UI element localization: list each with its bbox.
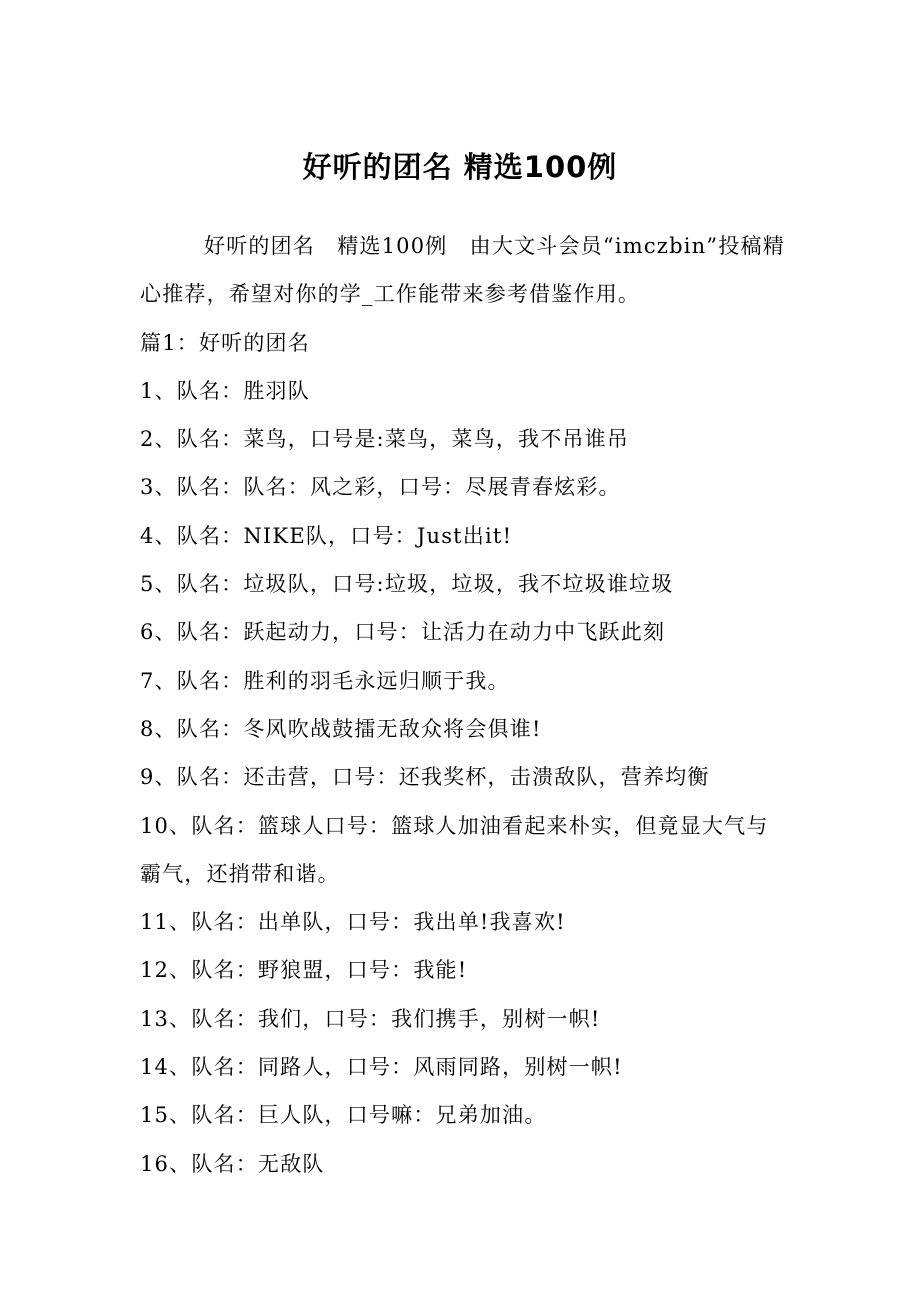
- list-item: 1、队名：胜羽队: [140, 378, 310, 403]
- list-item: 3、队名：队名：风之彩，口号：尽展青春炫彩。: [140, 475, 621, 500]
- list-item: 15、队名：巨人队，口号嘛：兄弟加油。: [140, 1103, 547, 1128]
- section-heading: 篇1：好听的团名: [140, 330, 310, 355]
- list-item: 13、队名：我们，口号：我们携手，别树一帜!: [140, 1006, 601, 1031]
- list-item: 7、队名：胜利的羽毛永远归顺于我。: [140, 668, 510, 693]
- list-item: 6、队名：跃起动力，口号：让活力在动力中飞跃此刻: [140, 620, 666, 645]
- list-item: 9、队名：还击营，口号：还我奖杯，击溃敌队，营养均衡: [140, 765, 710, 790]
- list-item: 11、队名：出单队，口号：我出单!我喜欢!: [140, 910, 566, 935]
- list-item: 14、队名：同路人，口号：风雨同路，别树一帜!: [140, 1055, 623, 1080]
- list-item: 4、队名：NIKE队，口号：Just出it!: [140, 523, 513, 548]
- list-item: 12、队名：野狼盟，口号：我能!: [140, 958, 468, 983]
- document-title: 好听的团名 精选100例: [302, 150, 618, 184]
- document-body: [140, 222, 790, 1188]
- list-item: 5、队名：垃圾队，口号:垃圾，垃圾，我不垃圾谁垃圾: [140, 572, 674, 597]
- list-item: 2、队名：菜鸟，口号是:菜鸟，菜鸟，我不吊谁吊: [140, 427, 630, 452]
- list-item: 16、队名：无敌队: [140, 1151, 325, 1176]
- list-item: 8、队名：冬风吹战鼓擂无敌众将会俱谁!: [140, 716, 542, 741]
- intro-paragraph: 好听的团名 精选100例 由大文斗会员“imczbin”投稿精心推荐，希望对你的学_工作能带来参考借鉴作用。: [140, 234, 785, 307]
- list-item: 10、队名：篮球人口号：篮球人加油看起来朴实，但竟显大气与霸气，还捎带和谐。: [140, 813, 769, 886]
